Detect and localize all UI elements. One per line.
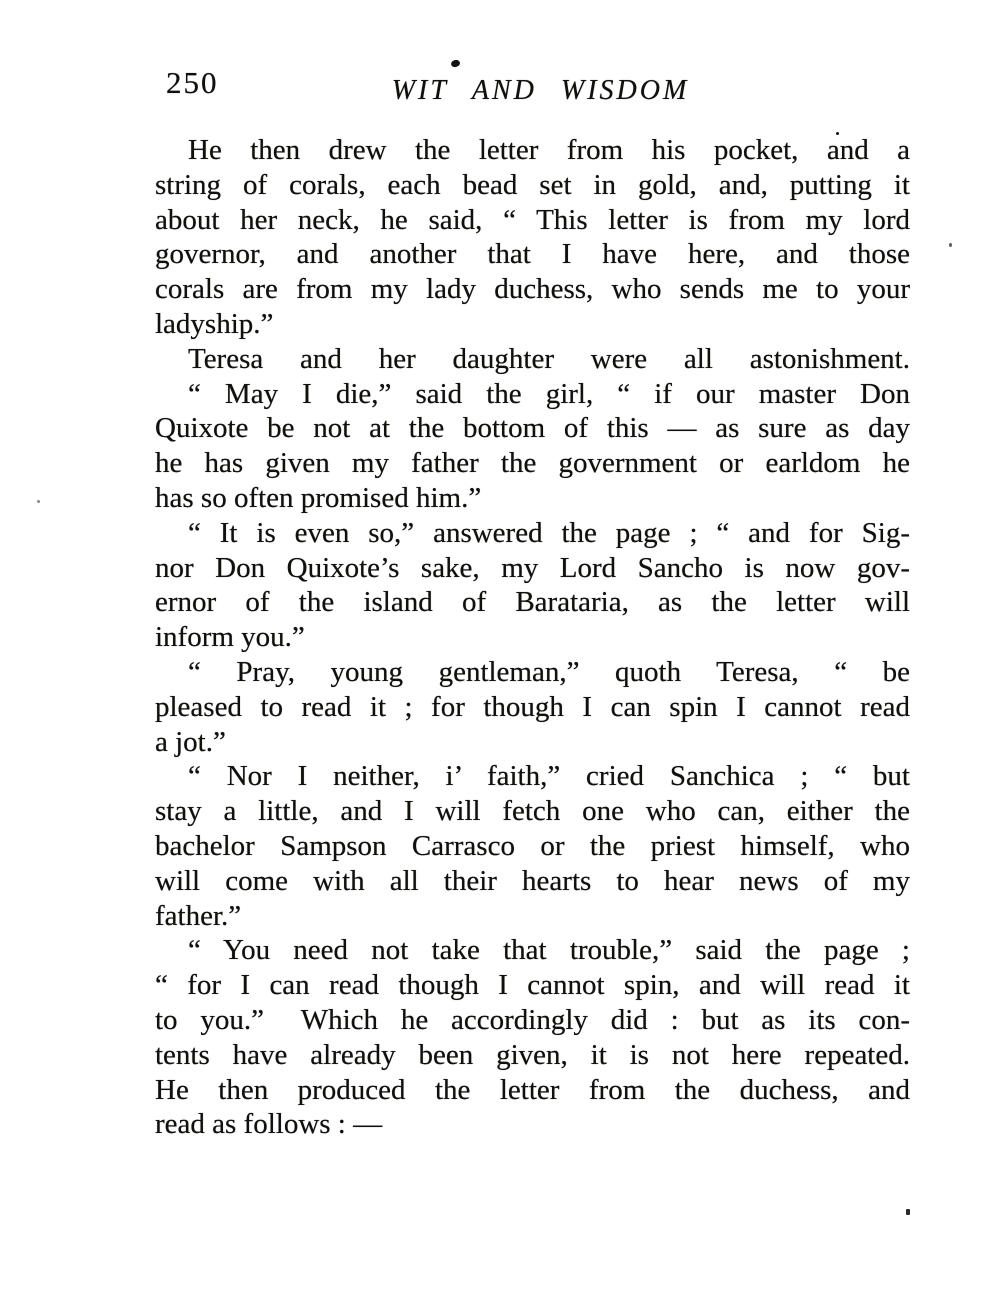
paragraph <box>155 377 910 516</box>
ink-blot <box>450 59 461 68</box>
text-line: corals are from my lady duchess, who sends me to your <box>155 273 910 306</box>
paragraph <box>155 342 910 377</box>
text-line: string of corals, each bead set in gold, and, putting it <box>155 168 910 201</box>
text-line: nor Don Quixote’s sake, my Lord Sancho is now gov- <box>155 551 910 584</box>
page-number: 250 <box>166 65 219 100</box>
text-line: pleased to read it ; for though I can spin I cannot read <box>155 690 910 723</box>
text-line: “ You need not take that trouble,” said the page ; <box>188 934 910 967</box>
paragraph <box>155 655 910 759</box>
text-line: father.” <box>155 899 242 932</box>
text-line: ernor of the island of Barataria, as the letter will <box>155 586 910 619</box>
ink-speck <box>906 1209 910 1215</box>
text-line: Quixote be not at the bottom of this — as sure as day <box>155 412 910 445</box>
text-line: governor, and another that I have here, and those <box>155 238 910 271</box>
ink-speck <box>949 243 952 247</box>
text-line: about her neck, he said, “ This letter is from my lord <box>155 203 910 236</box>
text-line: will come with all their hearts to hear news of my <box>155 864 910 897</box>
text-line: tents have already been given, it is not here repeated. <box>155 1038 910 1071</box>
text-line: read as follows : — <box>155 1108 383 1141</box>
text-line: “ Nor I neither, i’ faith,” cried Sanchica ; “ but <box>188 760 910 793</box>
text-line: ladyship.” <box>155 307 274 340</box>
text-line: Teresa and her daughter were all astonishment. <box>188 342 910 375</box>
running-title: WIT AND WISDOM <box>391 75 690 106</box>
text-line: “ It is even so,” answered the page ; “ and for Sig- <box>188 516 910 549</box>
text-line: “ Pray, young gentleman,” quoth Teresa, “ be <box>188 655 910 688</box>
text-line: to you.” Which he accordingly did : but as its con- <box>155 1003 910 1036</box>
text-line: he has given my father the government or earldom he <box>155 447 910 480</box>
text-line: “ for I can read though I cannot spin, and will read it <box>155 969 910 1002</box>
text-line: stay a little, and I will fetch one who can, either the <box>155 795 910 828</box>
text-line: He then produced the letter from the duchess, and <box>155 1073 910 1106</box>
text-line: He then drew the letter from his pocket, and a <box>188 134 910 166</box>
text-line: bachelor Sampson Carrasco or the priest himself, who <box>155 829 910 862</box>
ink-speck <box>37 500 40 503</box>
text-line: a jot.” <box>155 725 226 758</box>
text-line: “ May I die,” said the girl, “ if our master Don <box>188 377 910 410</box>
paragraph <box>155 933 910 1142</box>
text-line: inform you.” <box>155 621 305 654</box>
paragraph <box>155 133 910 342</box>
text-block <box>155 133 910 1142</box>
text-line: has so often promised him.” <box>155 481 482 514</box>
paragraph <box>155 759 910 933</box>
paragraph <box>155 516 910 655</box>
